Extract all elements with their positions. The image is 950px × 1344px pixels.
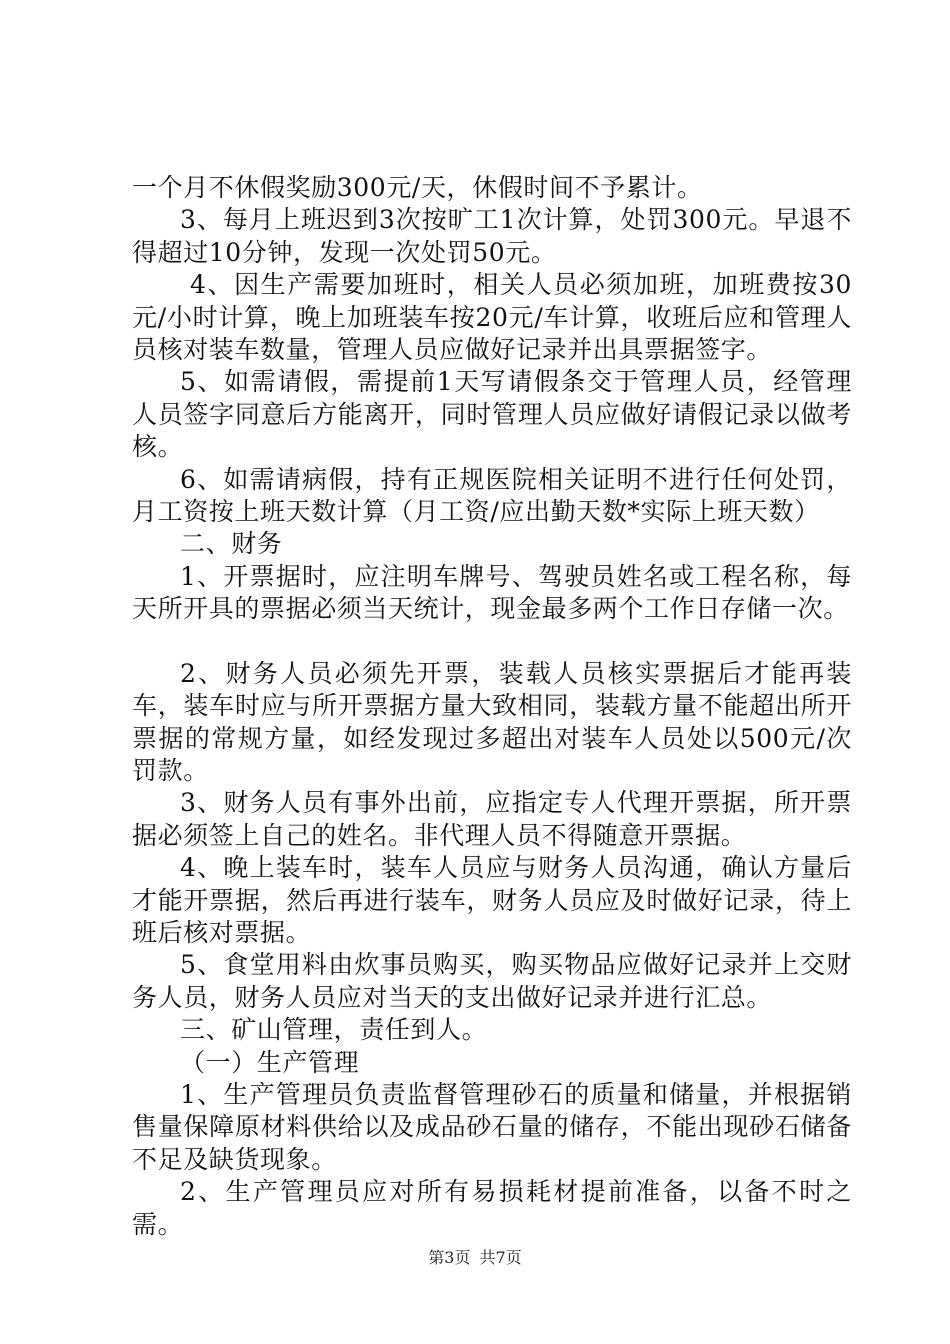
paragraph-production-2: 2、生产管理员应对所有易损耗材提前准备，以备不时之需。 <box>132 1177 852 1239</box>
paragraph-sick-leave-policy: 6、如需请病假，持有正规医院相关证明不进行任何处罚，月工资按上班天数计算（月工资/应出勤天数*实际上班天数） <box>132 464 852 527</box>
paragraph-finance-2: 2、财务人员必须先开票，装载人员核实票据后才能再装车，装车时应与所开票据方量大致相同，装载方量不能超出所开票据的常规方量，如经发现过多超出对装车人员处以500元/次罚款。 <box>132 658 852 785</box>
paragraph-overtime-policy: 4、因生产需要加班时，相关人员必须加班，加班费按30元/小时计算，晚上加班装车按20元/车计算，收班后应和管理人员核对装车数量，管理人员应做好记录并出具票据签字。 <box>132 270 852 365</box>
document-body <box>132 172 852 1241</box>
paragraph-finance-5: 5、食堂用料由炊事员购买，购买物品应做好记录并上交财务人员，财务人员应对当天的支出做好记录并进行汇总。 <box>132 950 852 1012</box>
paragraph-finance-4: 4、晚上装车时，装车人员应与财务人员沟通，确认方量后才能开票据，然后再进行装车，财务人员应及时做好记录，待上班后核对票据。 <box>132 853 852 947</box>
paragraph-continuation: 一个月不休假奖励300元/天，休假时间不予累计。 <box>132 173 703 202</box>
section-heading-finance: 二、财务 <box>180 529 283 559</box>
subsection-heading-production: （一）生产管理 <box>180 1047 360 1077</box>
section-heading-mine-management: 三、矿山管理，责任到人。 <box>180 1015 488 1045</box>
page-footer <box>0 1248 950 1268</box>
paragraph-leave-policy: 5、如需请假，需提前1天写请假条交于管理人员，经管理人员签字同意后方能离开，同时管理人员应做好请假记录以做考核。 <box>132 367 852 462</box>
paragraph-finance-1: 1、开票据时，应注明车牌号、驾驶员姓名或工程名称，每天所开具的票据必须当天统计，现金最多两个工作日存储一次。 <box>132 561 852 624</box>
page-number: 第3页 <box>428 1248 471 1267</box>
page-total: 共7页 <box>479 1248 522 1267</box>
paragraph-finance-3: 3、财务人员有事外出前，应指定专人代理开票据，所开票据必须签上自己的姓名。非代理人员不得随意开票据。 <box>132 788 852 850</box>
paragraph-late-policy: 3、每月上班迟到3次按旷工1次计算，处罚300元。早退不得超过10分钟，发现一次处罚50元。 <box>132 205 852 267</box>
paragraph-production-1: 1、生产管理员负责监督管理砂石的质量和储量，并根据销售量保障原材料供给以及成品砂石量的储存，不能出现砂石储备不足及缺货现象。 <box>132 1079 852 1174</box>
